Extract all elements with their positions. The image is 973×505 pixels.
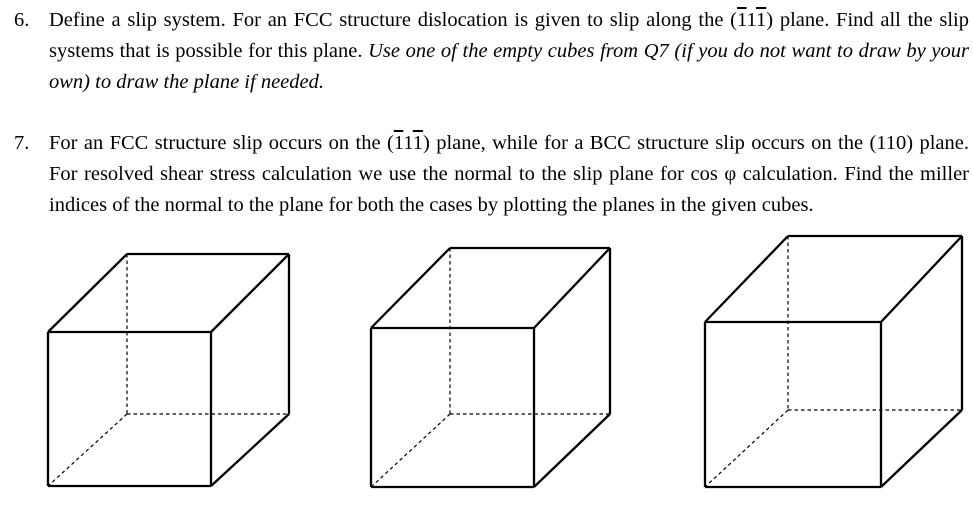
question-text [49, 5, 969, 98]
question-number: 7. [14, 132, 30, 154]
question-6 [14, 5, 969, 98]
question-text-part: plane. Find all the slip systems that is possible for this plane. [49, 9, 970, 62]
question-text-part: plane, while for a BCC structure slip occurs on the [436, 132, 864, 154]
question-text-part: plane. For resolved shear stress calculation we use the normal to the slip plane for cos φ calculation. Find the miller indices of the normal to the plane for both the cases by plotting the planes in the given cubes. [49, 132, 969, 216]
question-text-part: For an FCC structure slip occurs on the [49, 132, 381, 154]
question-7 [14, 128, 969, 221]
empty-cube-3[interactable] [696, 230, 968, 498]
question-italic-note: Use one of the empty cubes from Q7 (if you do not want to draw by your own) to draw the plane if needed. [49, 40, 970, 93]
empty-cube-1[interactable] [40, 248, 300, 498]
question-text-part: Define a slip system. For an FCC structure dislocation is given to slip along the [49, 9, 724, 31]
miller-plane: (111) [730, 9, 774, 31]
question-text [49, 128, 969, 221]
miller-plane: (111) [386, 132, 430, 154]
empty-cube-2[interactable] [362, 242, 622, 498]
miller-plane-bcc: (110) [869, 132, 914, 154]
question-number: 6. [14, 9, 30, 31]
